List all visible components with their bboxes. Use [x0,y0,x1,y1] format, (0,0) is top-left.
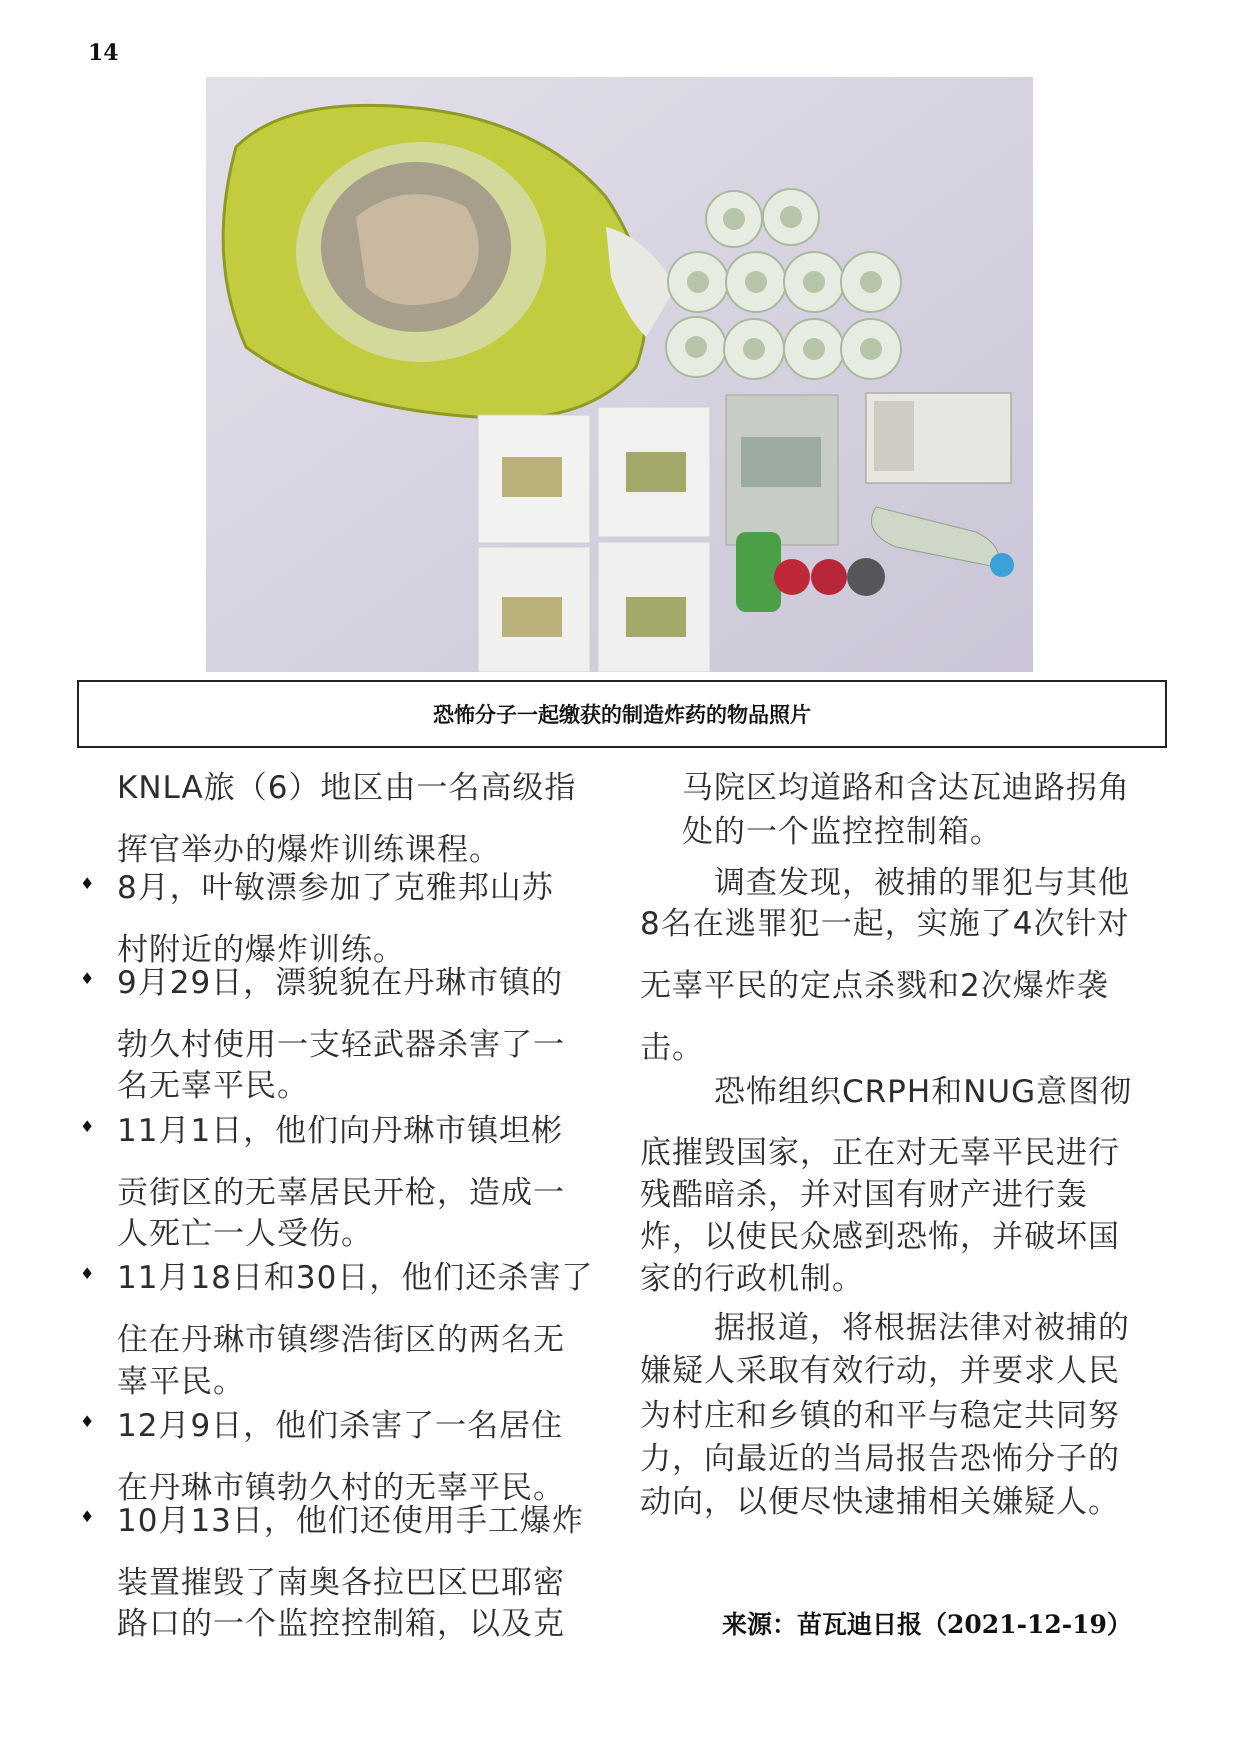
text-line: 据报道，将根据法律对被捕的 [714,1310,1130,1346]
text-line: 嫌疑人采取有效行动，并要求人民 [640,1353,1120,1389]
text-line: KNLA旅（6）地区由一名高级指 [117,770,577,806]
text-line: 动向，以便尽快逮捕相关嫌疑人。 [640,1484,1120,1520]
text-line: 调查发现，被捕的罪犯与其他 [714,865,1130,901]
text-line: 挥官举办的爆炸训练课程。 [117,832,501,868]
bullet-icon: ♦ [80,969,95,988]
text-line: 10月13日，他们还使用手工爆炸 [117,1503,584,1539]
text-line: 家的行政机制。 [640,1261,864,1297]
photo-caption-box [77,680,1167,748]
text-line: 残酷暗杀，并对国有财产进行轰 [640,1177,1088,1213]
text-line: 12月9日，他们杀害了一名居住 [117,1408,564,1444]
text-line: 11月18日和30日，他们还杀害了 [117,1260,594,1296]
bullet-icon: ♦ [80,874,95,893]
photo-caption: 恐怖分子一起缴获的制造炸药的物品照片 [433,703,811,727]
bullet-icon: ♦ [80,1412,95,1431]
bullet-icon: ♦ [80,1507,95,1526]
text-line: 路口的一个监控控制箱，以及克 [117,1606,565,1642]
text-line: 贡街区的无辜居民开枪，造成一 [117,1175,565,1211]
text-line: 村附近的爆炸训练。 [117,932,405,968]
bullet-icon: ♦ [80,1117,95,1136]
photo-illustration [206,77,1033,672]
text-line: 恐怖组织CRPH和NUG意图彻 [714,1074,1133,1110]
text-line: 装置摧毁了南奥各拉巴区巴耶密 [117,1565,565,1601]
text-line: 人死亡一人受伤。 [117,1216,373,1252]
text-line: 力，向最近的当局报告恐怖分子的 [640,1441,1120,1477]
text-line: 住在丹琳市镇缪浩街区的两名无 [117,1322,565,1358]
text-line: 马院区均道路和含达瓦迪路拐角 [682,770,1130,806]
page-number: 14 [88,40,119,66]
text-line: 无辜平民的定点杀戮和2次爆炸袭 [640,968,1109,1004]
text-line: 辜平民。 [117,1364,245,1400]
text-line: 炸，以使民众感到恐怖，并破坏国 [640,1219,1120,1255]
text-line: 勃久村使用一支轻武器杀害了一 [117,1027,565,1063]
text-line: 8月，叶敏漂参加了克雅邦山苏 [117,870,554,906]
text-line: 底摧毁国家，正在对无辜平民进行 [640,1135,1120,1171]
text-line: 9月29日，漂貌貌在丹琳市镇的 [117,965,564,1001]
seized-items-photo [206,77,1033,672]
text-line: 处的一个监控控制箱。 [682,814,1002,850]
text-line: 击。 [640,1030,704,1066]
text-line: 8名在逃罪犯一起，实施了4次针对 [640,906,1130,942]
text-line: 名无辜平民。 [117,1068,309,1104]
text-line: 11月1日，他们向丹琳市镇坦彬 [117,1113,564,1149]
text-line: 为村庄和乡镇的和平与稳定共同努 [640,1398,1120,1434]
bullet-icon: ♦ [80,1264,95,1283]
text-line: 在丹琳市镇勃久村的无辜平民。 [117,1470,565,1506]
source-citation: 来源：苗瓦迪日报（2021-12-19） [722,1610,1132,1639]
